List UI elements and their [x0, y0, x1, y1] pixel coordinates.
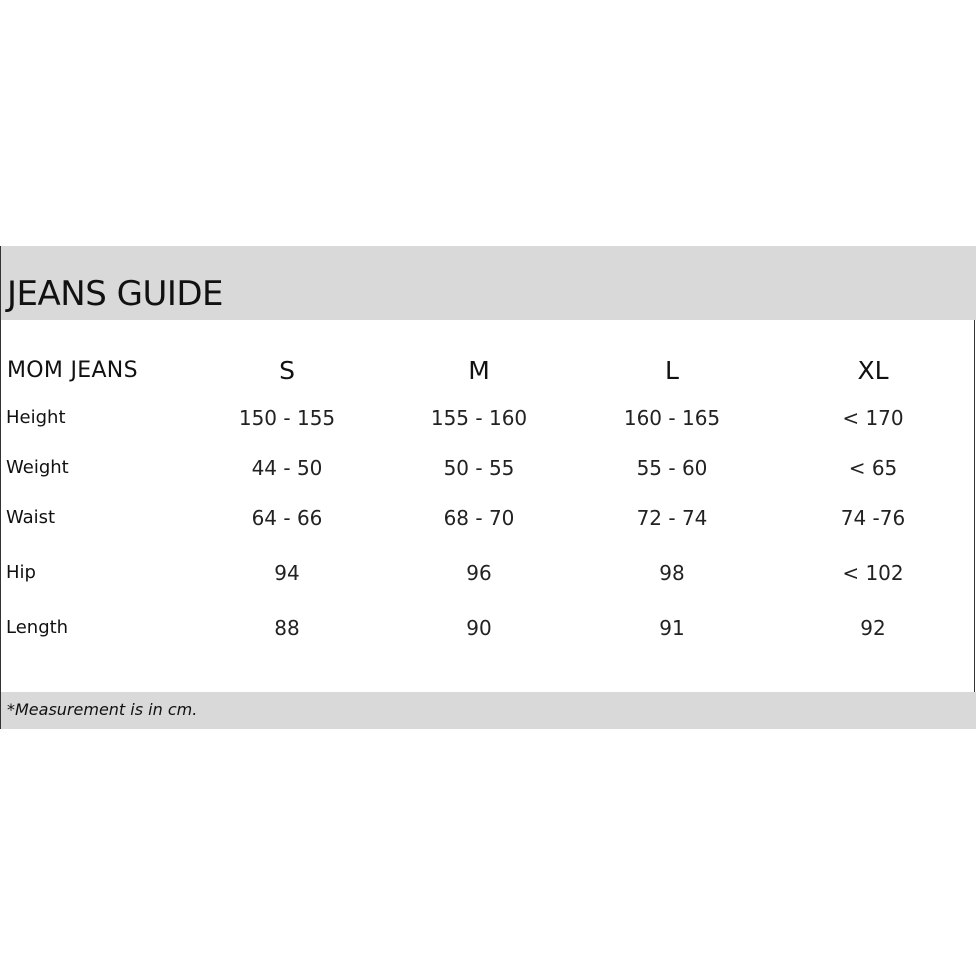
table-row	[1, 613, 976, 643]
page-title: JEANS GUIDE	[7, 274, 224, 314]
table-cell: < 170	[842, 406, 904, 430]
footer-bar	[1, 692, 976, 729]
table-cell: 50 - 55	[443, 456, 515, 480]
size-header-l: L	[665, 356, 679, 385]
table-header-row	[1, 356, 976, 386]
table-cell: 91	[659, 616, 685, 640]
row-label: Weight	[6, 457, 69, 478]
table-cell: 92	[860, 616, 886, 640]
product-name: MOM JEANS	[7, 358, 138, 383]
table-cell: < 102	[842, 561, 904, 585]
table-cell: < 65	[848, 456, 898, 480]
row-label: Hip	[6, 562, 36, 583]
table-cell: 96	[466, 561, 492, 585]
table-cell: 90	[466, 616, 492, 640]
table-cell: 55 - 60	[636, 456, 708, 480]
table-cell: 72 - 74	[636, 506, 708, 530]
row-label: Height	[6, 407, 66, 428]
table-row	[1, 453, 976, 483]
table-cell: 74 -76	[840, 506, 906, 530]
table-cell: 160 - 165	[623, 406, 721, 430]
table-cell: 64 - 66	[251, 506, 323, 530]
table-cell: 98	[659, 561, 685, 585]
table-cell: 150 - 155	[238, 406, 336, 430]
size-guide-table	[0, 246, 975, 729]
measurement-note: *Measurement is in cm.	[7, 700, 198, 719]
title-bar	[1, 246, 976, 320]
table-cell: 44 - 50	[251, 456, 323, 480]
table-row	[1, 558, 976, 588]
row-label: Waist	[6, 507, 56, 528]
table-cell: 94	[274, 561, 300, 585]
size-header-s: S	[279, 356, 295, 385]
table-cell: 155 - 160	[430, 406, 528, 430]
table-row	[1, 503, 976, 533]
table-cell: 68 - 70	[443, 506, 515, 530]
row-label: Length	[6, 617, 69, 638]
size-header-m: M	[468, 356, 490, 385]
table-row	[1, 403, 976, 433]
table-cell: 88	[274, 616, 300, 640]
size-header-xl: XL	[857, 356, 889, 385]
